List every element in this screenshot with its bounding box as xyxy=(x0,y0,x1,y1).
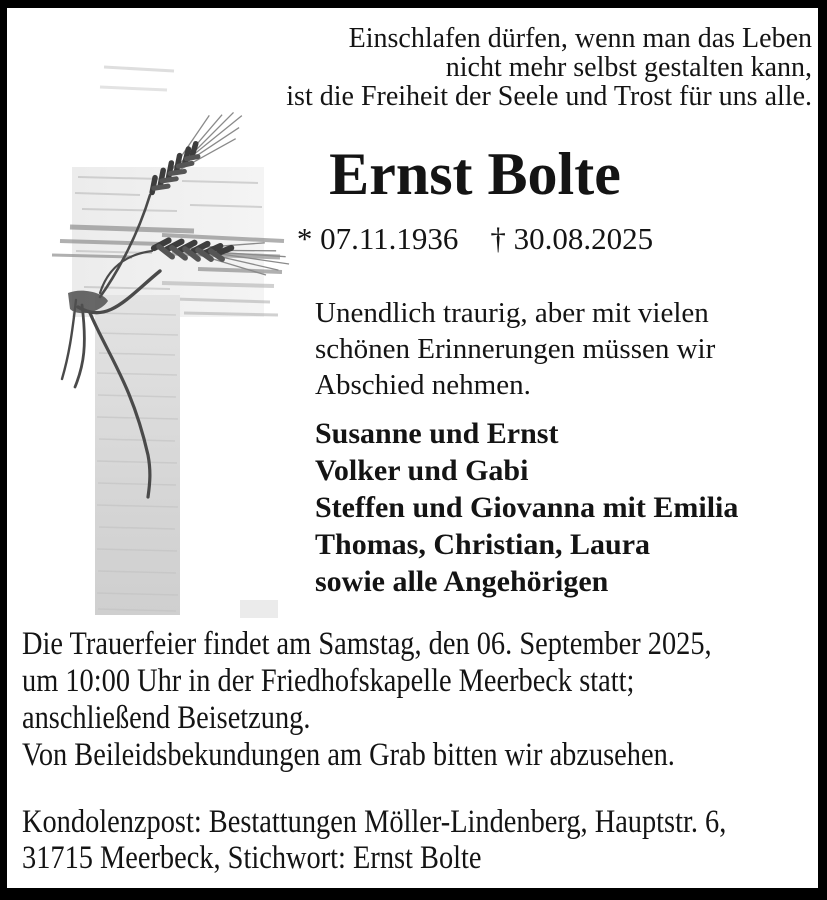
mourners-list xyxy=(315,415,738,600)
funeral-info xyxy=(22,626,712,774)
deceased-name: Ernst Bolte xyxy=(329,141,621,207)
mourner-line: Thomas, Christian, Laura xyxy=(315,528,651,561)
epigraph-line: Einschlafen dürfen, wenn man das Leben xyxy=(348,23,812,54)
condolence-info xyxy=(22,804,726,876)
epigraph xyxy=(286,24,812,111)
mourner-line: Steffen und Giovanna mit Emilia xyxy=(315,491,739,524)
funeral-info-line: Von Beileidsbekundungen am Grab bitten wir abzusehen. xyxy=(22,737,675,773)
wheat-ears-sketch-icon xyxy=(12,55,292,625)
farewell-line: Abschied nehmen. xyxy=(315,369,531,401)
death-date: † 30.08.2025 xyxy=(490,221,654,256)
farewell-line: Unendlich traurig, aber mit vielen xyxy=(315,297,709,329)
condolence-info-line: 31715 Meerbeck, Stichwort: Ernst Bolte xyxy=(22,840,482,876)
farewell-message xyxy=(315,295,715,403)
birth-date: * 07.11.1936 xyxy=(296,221,459,256)
funeral-info-line: Die Trauerfeier findet am Samstag, den 06. September 2025, xyxy=(22,626,712,662)
farewell-line: schönen Erinnerungen müssen wir xyxy=(315,333,716,365)
mourner-line: Volker und Gabi xyxy=(315,454,529,487)
funeral-info-line: anschließend Beisetzung. xyxy=(22,700,311,736)
funeral-info-line: um 10:00 Uhr in der Friedhofskapelle Meerbeck statt; xyxy=(22,663,635,699)
life-dates xyxy=(265,222,685,256)
mourner-line: sowie alle Angehörigen xyxy=(315,565,609,598)
mourner-line: Susanne und Ernst xyxy=(315,417,559,450)
condolence-info-line: Kondolenzpost: Bestattungen Möller-Lindenberg, Hauptstr. 6, xyxy=(22,804,727,840)
epigraph-line: ist die Freiheit der Seele und Trost für uns alle. xyxy=(286,81,812,112)
epigraph-line: nicht mehr selbst gestalten kann, xyxy=(445,52,812,83)
